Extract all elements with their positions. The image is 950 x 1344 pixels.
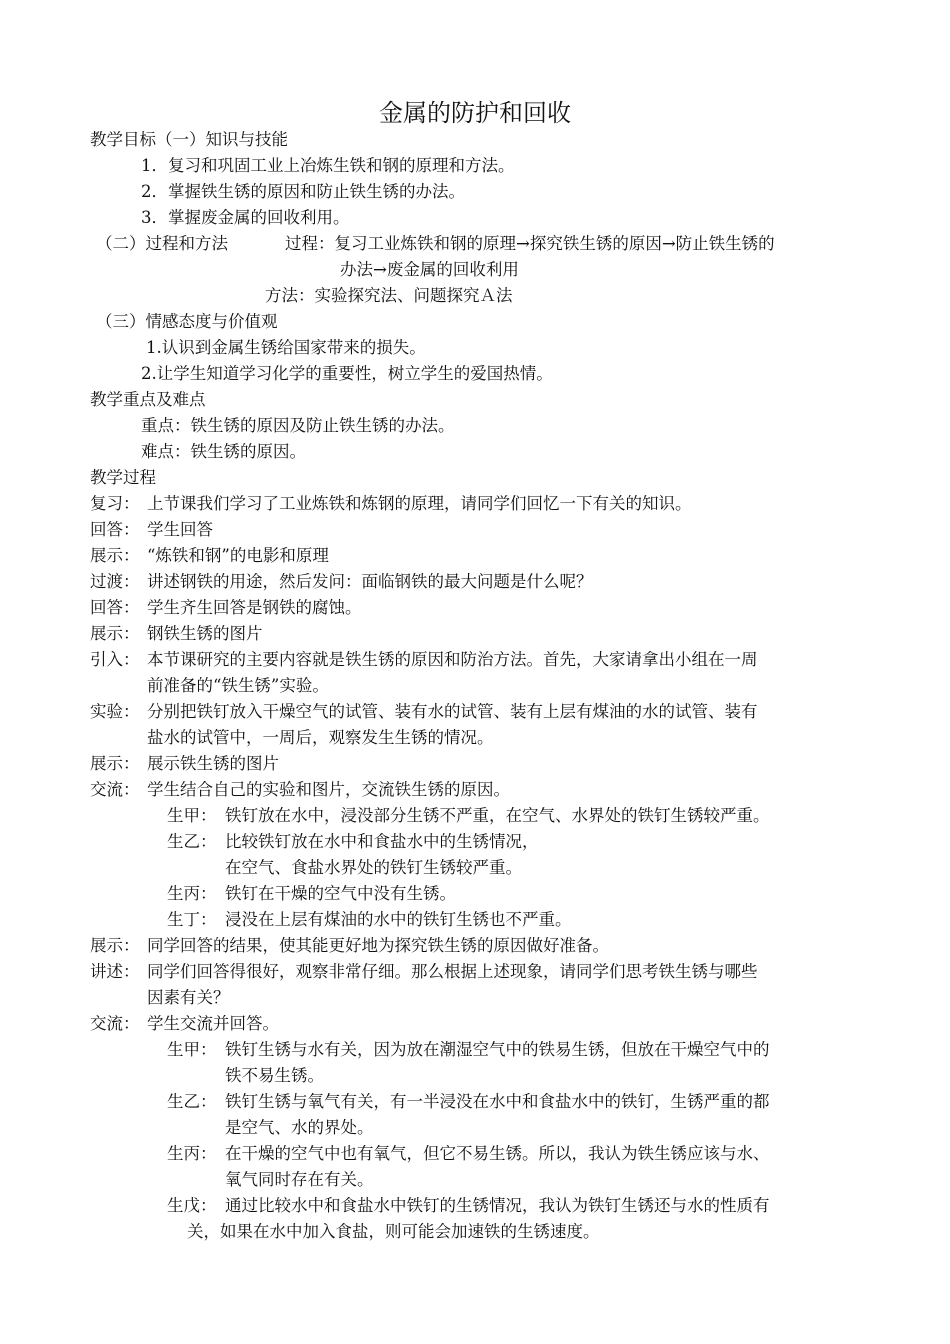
document-title: 金属的防护和回收 — [379, 99, 571, 127]
entry-label: 展示： — [90, 754, 140, 773]
entry-label: 交流： — [90, 780, 140, 799]
entry-text: 前准备的“铁生锈”实验。 — [147, 676, 329, 695]
objectives-heading: 教学目标（一）知识与技能 — [90, 130, 288, 149]
entry-text: 学生回答 — [147, 520, 213, 539]
observation-text: 浸没在上层有煤油的水中的铁钉生锈也不严重。 — [225, 910, 572, 929]
observation-label: 生丙： — [167, 884, 217, 903]
observation-text: 铁钉放在水中，浸没部分生锈不严重，在空气、水界处的铁钉生锈较严重。 — [225, 806, 770, 825]
entry-text: 因素有关？ — [147, 988, 230, 1007]
entry-label: 展示： — [90, 546, 140, 565]
answer-text: 关，如果在水中加入食盐，则可能会加速铁的生锈速度。 — [187, 1222, 600, 1241]
entry-text: 钢铁生锈的图片 — [147, 624, 263, 643]
answer-text: 铁钉生锈与水有关，因为放在潮湿空气中的铁易生锈，但放在干燥空气中的 — [225, 1040, 770, 1059]
observation-label: 生甲： — [167, 806, 217, 825]
answer-text: 是空气、水的界处。 — [225, 1118, 374, 1137]
answer-text: 在干燥的空气中也有氧气，但它不易生锈。所以，我认为铁生锈应该与水、 — [225, 1144, 770, 1163]
emotion-item-1: 1.认识到金属生锈给国家带来的损失。 — [146, 338, 426, 357]
entry-label: 引入： — [90, 650, 140, 669]
entry-label: 过渡： — [90, 572, 140, 591]
entry-label: 展示： — [90, 936, 140, 955]
entry-label: 复习： — [90, 494, 140, 513]
entry-text: 盐水的试管中，一周后，观察发生生锈的情况。 — [147, 728, 494, 747]
process-line-1: 过程：复习工业炼铁和钢的原理→探究铁生锈的原因→防止铁生锈的 — [285, 234, 775, 253]
entry-label: 回答： — [90, 598, 140, 617]
answer-text: 通过比较水中和食盐水中铁钉的生锈情况，我认为铁钉生锈还与水的性质有 — [225, 1196, 770, 1215]
objective-item-1: 1．复习和巩固工业上冶炼生铁和钢的原理和方法。 — [141, 156, 515, 175]
entry-label: 实验： — [90, 702, 140, 721]
emotion-heading: （三）情感态度与价值观 — [96, 312, 278, 331]
observation-text: 在空气、食盐水界处的铁钉生锈较严重。 — [225, 858, 522, 877]
answer-text: 铁不易生锈。 — [225, 1066, 324, 1085]
answer-text: 铁钉生锈与氧气有关，有一半浸没在水中和食盐水中的铁钉，生锈严重的都 — [225, 1092, 770, 1111]
observation-label: 生丁： — [167, 910, 217, 929]
entry-text: 本节课研究的主要内容就是铁生锈的原因和防治方法。首先，大家请拿出小组在一周 — [147, 650, 758, 669]
difficulty-point: 难点：铁生锈的原因。 — [141, 442, 306, 461]
observation-label: 生乙： — [167, 832, 217, 851]
process-method-heading: （二）过程和方法 — [96, 234, 228, 253]
observation-text: 铁钉在干燥的空气中没有生锈。 — [225, 884, 456, 903]
answer-label: 生甲： — [167, 1040, 217, 1059]
process-heading: 教学过程 — [90, 468, 156, 487]
entry-text: 学生结合自己的实验和图片，交流铁生锈的原因。 — [147, 780, 510, 799]
entry-text: 学生齐生回答是钢铁的腐蚀。 — [147, 598, 362, 617]
entry-label: 讲述： — [90, 962, 140, 981]
key-point: 重点：铁生锈的原因及防止铁生锈的办法。 — [141, 416, 455, 435]
entry-text: “炼铁和钢”的电影和原理 — [147, 546, 329, 565]
entry-text: 讲述钢铁的用途，然后发问：面临钢铁的最大问题是什么呢？ — [147, 572, 593, 591]
entry-text: 学生交流并回答。 — [147, 1014, 279, 1033]
answer-text: 氧气同时存在有关。 — [225, 1170, 374, 1189]
entry-label: 展示： — [90, 624, 140, 643]
observation-text: 比较铁钉放在水中和食盐水中的生锈情况， — [225, 832, 539, 851]
entry-text: 上节课我们学习了工业炼铁和炼钢的原理，请同学们回忆一下有关的知识。 — [147, 494, 692, 513]
entry-text: 同学回答的结果，使其能更好地为探究铁生锈的原因做好准备。 — [147, 936, 609, 955]
answer-label: 生戊： — [167, 1196, 217, 1215]
entry-label: 回答： — [90, 520, 140, 539]
entry-label: 交流： — [90, 1014, 140, 1033]
objective-item-3: 3．掌握废金属的回收利用。 — [141, 208, 350, 227]
entry-text: 同学们回答得很好，观察非常仔细。那么根据上述现象，请同学们思考铁生锈与哪些 — [147, 962, 758, 981]
entry-text: 展示铁生锈的图片 — [147, 754, 279, 773]
emotion-item-2: 2.让学生知道学习化学的重要性，树立学生的爱国热情。 — [141, 364, 553, 383]
process-line-2: 办法→废金属的回收利用 — [340, 260, 519, 279]
answer-label: 生乙： — [167, 1092, 217, 1111]
answer-label: 生丙： — [167, 1144, 217, 1163]
objective-item-2: 2．掌握铁生锈的原因和防止铁生锈的办法。 — [141, 182, 465, 201]
key-points-heading: 教学重点及难点 — [90, 390, 206, 409]
entry-text: 分别把铁钉放入干燥空气的试管、装有水的试管、装有上层有煤油的水的试管、装有 — [147, 702, 758, 721]
method-line: 方法：实验探究法、问题探究Ａ法 — [265, 286, 513, 305]
